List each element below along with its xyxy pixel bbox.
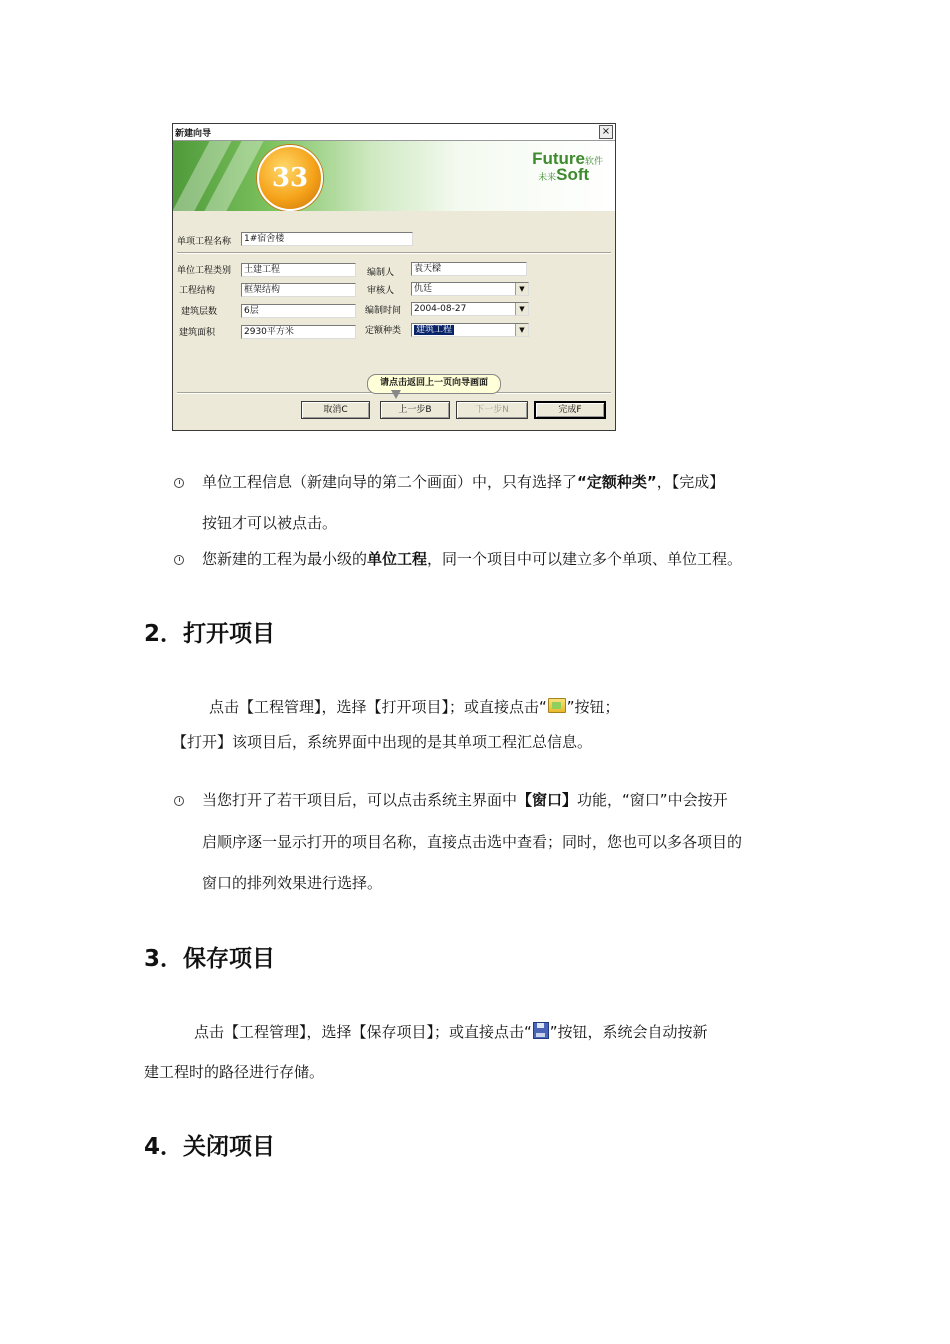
quota-type-select[interactable] [411,323,529,337]
chevron-down-icon[interactable]: ▼ [515,283,528,295]
brand-cn-bottom: 未来 [538,173,557,183]
brand-cn-top: 软件 [584,157,603,167]
floors-input[interactable]: 6层 [241,304,356,318]
wizard-banner [173,141,615,211]
unit-type-label: 单位工程类别 [177,266,232,276]
finish-button[interactable]: 完成F [534,401,606,419]
save-project-text-b: ”按钮，系统会自动按新 [549,1023,708,1041]
heading-save-project: 3．保存项目 [144,946,276,972]
bullet2-text-bold: 单位工程 [367,550,428,568]
form-divider [177,252,611,254]
quota-type-label: 定额种类 [365,326,402,336]
bullet1-line2: 按钮才可以被点击。 [202,514,338,532]
chevron-down-icon[interactable]: ▼ [515,303,528,315]
heading-close-project: 4．关闭项目 [144,1134,276,1160]
bullet2-text-a: 您新建的工程为最小级的 [202,550,368,568]
brand-future-text: Future [532,149,585,168]
bullet2-line [202,548,742,570]
window-bullet-line2: 启顺序逐一显示打开的项目名称，直接点击选中查看；同时，您也可以多各项目的 [202,833,743,851]
window-bullet-text-a: 当您打开了若干项目后，可以点击系统主界面中 [202,791,518,809]
reviewer-value: 仇廷 [414,284,433,294]
reviewer-label: 审核人 [367,286,395,296]
structure-input[interactable]: 框架结构 [241,283,356,297]
dialog-title: 新建向导 [175,129,212,139]
product-logo-icon: 33 [257,145,323,211]
area-label: 建筑面积 [179,328,216,338]
open-project-text-b: ”按钮； [566,698,620,716]
window-bullet-line1 [202,789,728,811]
futuresoft-brand-logo [532,149,603,185]
window-bullet-text-bold: 【窗口】 [517,791,578,809]
save-project-line2: 建工程时的路径进行存储。 [144,1063,325,1081]
prev-step-button[interactable]: 上一步B [380,401,450,419]
bullet1-text-a: 单位工程信息（新建向导的第二个画面）中，只有选择了 [202,473,578,491]
open-project-text-a: 点击【工程管理】，选择【打开项目】；或直接点击“ [209,698,547,716]
reviewer-select[interactable] [411,282,529,296]
dialog-titlebar [173,124,615,141]
save-disk-icon [533,1022,549,1039]
next-step-button[interactable]: 下一步N [456,401,528,419]
quota-type-value: 建筑工程 [416,325,453,335]
brand-soft-text: Soft [556,165,590,184]
single-project-name-label: 单项工程名称 [177,237,232,247]
bullet2-text-c: ，同一个项目中可以建立多个单项、单位工程。 [427,550,743,568]
area-input[interactable]: 2930平方米 [241,325,356,339]
back-tooltip: 请点击返回上一页向导画面 [367,374,501,394]
open-project-line2: 【打开】该项目后，系统界面中出现的是其单项工程汇总信息。 [172,733,593,751]
structure-label: 工程结构 [179,286,216,296]
open-folder-icon [548,698,566,713]
edit-time-label: 编制时间 [365,306,402,316]
editor-label: 编制人 [367,268,395,278]
floors-label: 建筑层数 [181,307,218,317]
window-bullet-text-c: 功能，“窗口”中会按开 [577,791,728,809]
bullet1-text-bold: “定额种类” [577,473,657,491]
window-bullet-line3: 窗口的排列效果进行选择。 [202,874,383,892]
unit-type-input[interactable]: 土建工程 [241,263,356,277]
clock-bullet-icon [174,478,184,488]
cancel-button[interactable]: 取消C [301,401,370,419]
heading-open-project: 2．打开项目 [144,621,276,647]
bullet1-line1 [202,471,724,493]
edit-time-select[interactable] [411,302,529,316]
chevron-down-icon[interactable]: ▼ [515,324,528,336]
close-icon[interactable]: × [599,125,613,139]
new-project-wizard-dialog [172,123,616,431]
bullet1-text-c: ，【完成】 [656,473,725,491]
editor-input[interactable]: 袁天樑 [411,262,527,276]
clock-bullet-icon [174,555,184,565]
open-project-line1 [209,696,620,718]
tooltip-pointer [391,390,401,399]
save-project-text-a: 点击【工程管理】，选择【保存项目】；或直接点击“ [194,1023,532,1041]
clock-bullet-icon [174,796,184,806]
edit-time-value: 2004-08-27 [414,304,467,314]
single-project-name-input[interactable]: 1#宿舍楼 [241,232,413,246]
save-project-line1 [194,1021,708,1043]
